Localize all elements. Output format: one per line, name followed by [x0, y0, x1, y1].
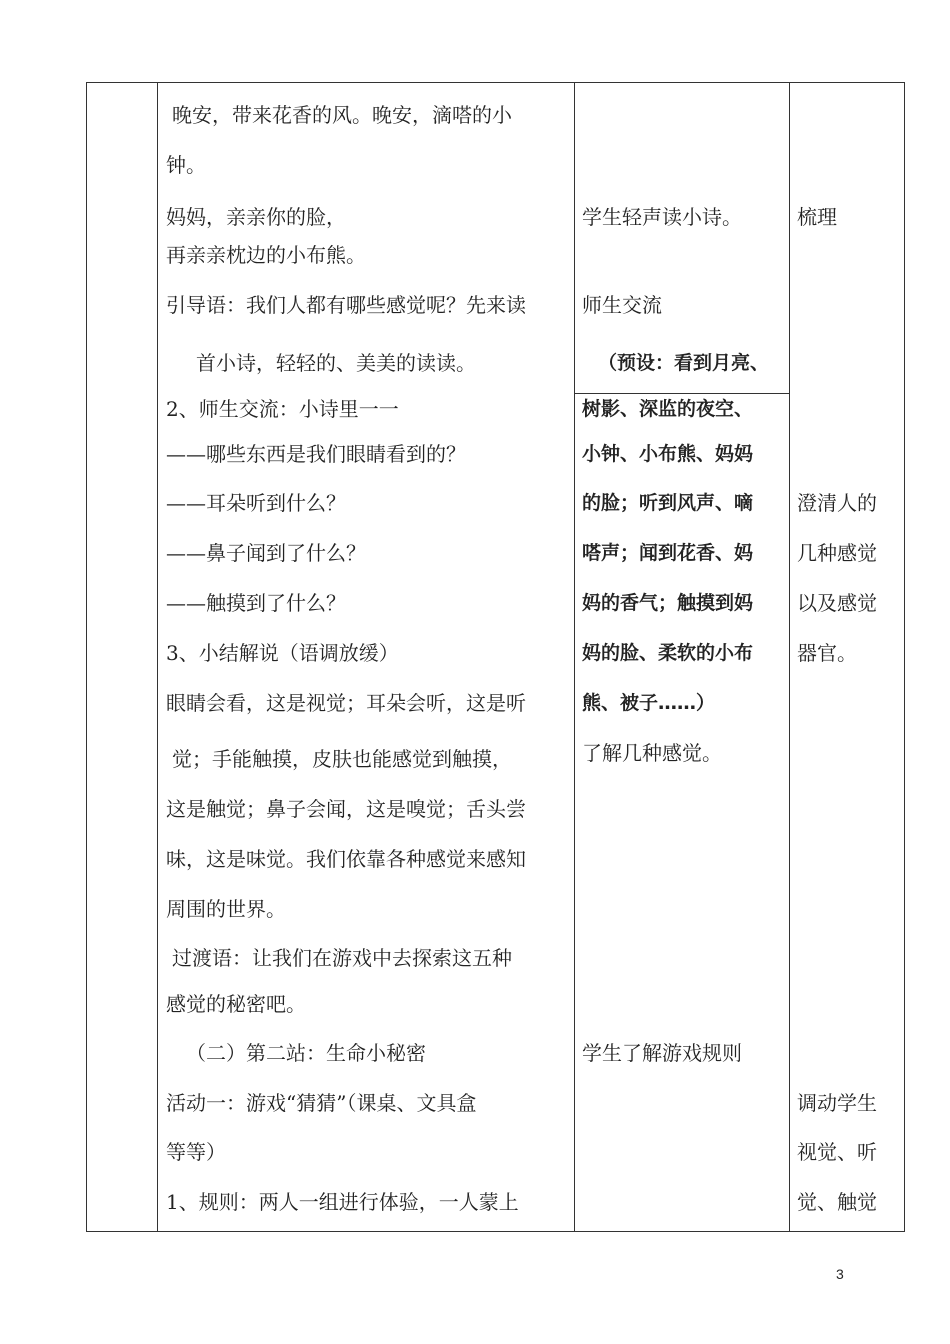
text-line: 觉；手能触摸，皮肤也能感觉到触摸，: [172, 747, 512, 771]
text-line: 妈妈，亲亲你的脸，: [166, 205, 346, 229]
text-line: ——触摸到了什么？: [166, 591, 346, 615]
text-line: 调动学生: [797, 1091, 877, 1115]
text-line: 这是触觉；鼻子会闻，这是嗅觉；舌头尝: [166, 797, 526, 821]
text-line: 活动一：游戏“猜猜”（课桌、文具盒: [166, 1091, 477, 1115]
text-line: 味，这是味觉。我们依靠各种感觉来感知: [166, 847, 526, 871]
text-line: 以及感觉: [797, 591, 877, 615]
table-border-top: [86, 82, 905, 83]
text-line: 周围的世界。: [166, 897, 286, 921]
section-heading: （二）第二站：生命小秘密: [186, 1041, 426, 1065]
text-line: 学生了解游戏规则: [582, 1041, 742, 1065]
table-border-left: [86, 82, 87, 1232]
text-line: 澄清人的: [797, 491, 877, 515]
text-line: 嗒声；闻到花香、妈: [582, 542, 754, 564]
text-line: 的脸；听到风声、嘀: [582, 492, 754, 514]
text-line: 小钟、小布熊、妈妈: [582, 443, 754, 465]
text-line: （预设：看到月亮、: [598, 352, 770, 374]
table-cell-divider: [574, 393, 790, 394]
text-line: 1、规则：两人一组进行体验，一人蒙上: [166, 1190, 519, 1214]
text-line: 觉、触觉: [797, 1190, 877, 1214]
text-line: 学生轻声读小诗。: [582, 205, 742, 229]
text-line: 梳理: [797, 205, 837, 229]
text-line: 再亲亲枕边的小布熊。: [166, 243, 366, 267]
text-line: 器官。: [797, 641, 857, 665]
table-column-divider-2: [574, 82, 575, 1232]
text-line: 钟。: [166, 153, 206, 177]
table-border-bottom: [86, 1231, 905, 1232]
text-line: 过渡语：让我们在游戏中去探索这五种: [172, 946, 512, 970]
text-line: 熊、被子……）: [582, 692, 716, 714]
text-line: 眼睛会看，这是视觉；耳朵会听，这是听: [166, 691, 526, 715]
text-line: 3、小结解说（语调放缓）: [166, 641, 399, 665]
text-line: 等等）: [166, 1140, 226, 1164]
text-line: 感觉的秘密吧。: [166, 992, 306, 1016]
text-line: 树影、深监的夜空、: [582, 398, 754, 420]
text-line: 晚安，带来花香的风。晚安，滴嗒的小: [172, 103, 512, 127]
table-column-divider-3: [789, 82, 790, 1232]
text-line: 首小诗，轻轻的、美美的读读。: [196, 351, 476, 375]
table-border-right: [904, 82, 905, 1232]
text-line: 妈的香气；触摸到妈: [582, 592, 754, 614]
text-line: 师生交流: [582, 293, 662, 317]
table-column-divider-1: [157, 82, 158, 1232]
text-line: 视觉、听: [797, 1140, 877, 1164]
text-line: ——鼻子闻到了什么？: [166, 541, 366, 565]
text-line: 了解几种感觉。: [582, 741, 722, 765]
text-line: ——耳朵听到什么？: [166, 491, 346, 515]
text-line: 2、师生交流：小诗里一一: [166, 397, 399, 421]
text-line: ——哪些东西是我们眼睛看到的？: [166, 442, 466, 466]
text-line: 引导语：我们人都有哪些感觉呢？先来读: [166, 293, 526, 317]
text-line: 妈的脸、柔软的小布: [582, 642, 754, 664]
text-line: 几种感觉: [797, 541, 877, 565]
page-number: 3: [836, 1266, 844, 1282]
